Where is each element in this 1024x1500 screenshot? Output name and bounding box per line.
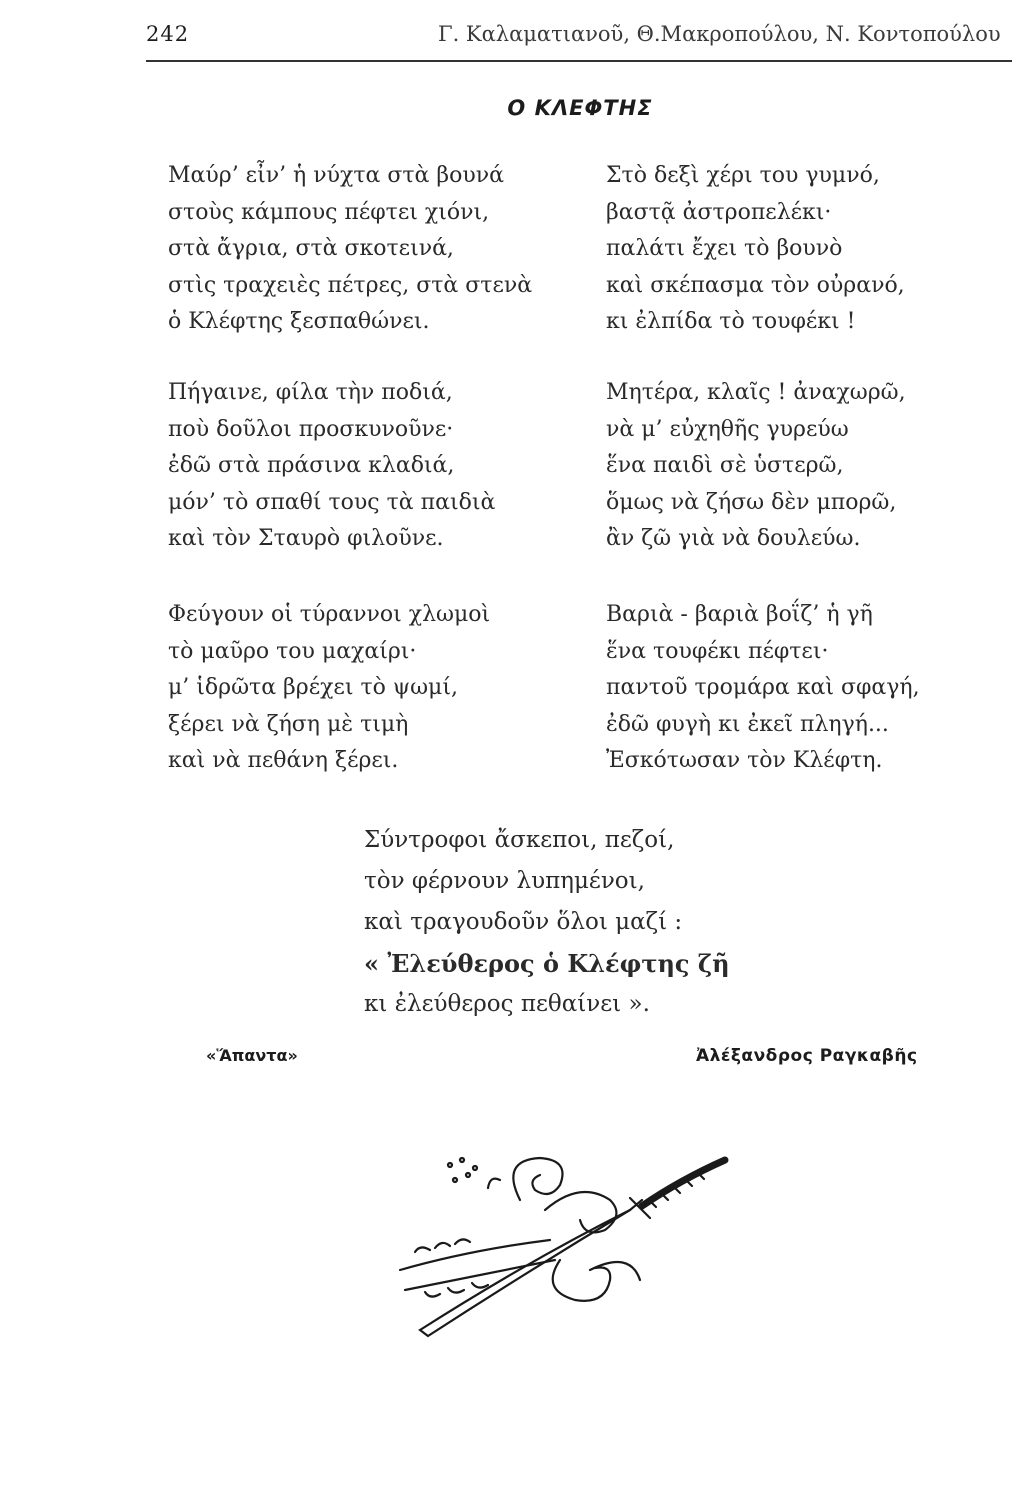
verse-line: Στὸ δεξὶ χέρι του γυμνό, xyxy=(606,163,880,188)
running-head: Γ. Καλαματιανοῦ, Θ.Μακροπούλου, Ν. Κοντοπούλου xyxy=(438,22,1001,46)
sword-and-wheat-vignette-icon xyxy=(380,1140,750,1340)
verse-line: Πήγαινε, φίλα τὴν ποδιά, xyxy=(168,380,453,405)
verse-line: Φεύγουν οἱ τύραννοι χλωμοὶ xyxy=(168,602,491,627)
verse-line: παντοῦ τρομάρα καὶ σφαγή, xyxy=(606,675,920,700)
left-stanza-3 xyxy=(168,597,490,780)
verse-line: ὅμως νὰ ζήσω δὲν μπορῶ, xyxy=(606,489,897,515)
verse-line: παλάτι ἔχει τὸ βουνὸ xyxy=(606,236,843,261)
verse-line: ἂν ζῶ γιὰ νὰ δουλεύω. xyxy=(606,526,861,551)
verse-line: στὰ ἄγρια, στὰ σκοτεινά, xyxy=(168,236,454,261)
verse-line: βαστᾷ ἀστροπελέκι· xyxy=(606,199,832,225)
verse-line: καὶ σκέπασμα τὸν οὐρανό, xyxy=(606,272,905,298)
verse-line: ἕνα παιδὶ σὲ ὑστερῶ, xyxy=(606,453,844,478)
verse-line: ποὺ δοῦλοι προσκυνοῦνε· xyxy=(168,416,454,442)
verse-line: καὶ τραγουδοῦν ὅλοι μαζί : xyxy=(364,909,683,935)
source-citation: «Ἅπαντα» xyxy=(206,1046,298,1065)
verse-line: καὶ τὸν Σταυρὸ φιλοῦνε. xyxy=(168,526,444,551)
verse-line: μόν’ τὸ σπαθί τους τὰ παιδιὰ xyxy=(168,489,496,515)
page-number: 242 xyxy=(146,22,190,46)
left-stanza-2 xyxy=(168,375,495,558)
verse-line: νὰ μ’ εὐχηθῆς γυρεύω xyxy=(606,416,849,442)
right-stanza-1 xyxy=(606,158,905,341)
header-rule xyxy=(146,60,1012,62)
verse-line: στὶς τραχειὲς πέτρες, στὰ στενὰ xyxy=(168,272,533,298)
verse-line: Ἐσκότωσαν τὸν Κλέφτη. xyxy=(606,748,883,773)
left-stanza-1 xyxy=(168,158,532,341)
poem-title: Ο ΚΛΕΦΤΗΣ xyxy=(507,96,653,120)
poem-author: Ἀλέξανδρος Ραγκαβῆς xyxy=(696,1046,918,1066)
verse-line: Μαύρ’ εἶν’ ἡ νύχτα στὰ βουνά xyxy=(168,163,504,188)
verse-line: κι ἐλπίδα τὸ τουφέκι ! xyxy=(606,309,856,334)
page-header xyxy=(0,0,1024,70)
verse-line: ὁ Κλέφτης ξεσπαθώνει. xyxy=(168,309,430,334)
verse-line: μ’ ἱδρῶτα βρέχει τὸ ψωμί, xyxy=(168,675,458,700)
verse-line: ἐδῶ στὰ πράσινα κλαδιά, xyxy=(168,453,455,478)
right-stanza-2 xyxy=(606,375,906,558)
right-stanza-3 xyxy=(606,597,920,780)
verse-line: ξέρει νὰ ζήση μὲ τιμὴ xyxy=(168,711,409,737)
verse-line-emphasized: « Ἐλεύθερος ὁ Κλέφτης ζῆ xyxy=(364,949,730,978)
verse-line: κι ἐλεύθερος πεθαίνει ». xyxy=(364,991,650,1017)
verse-line: στοὺς κάμπους πέφτει χιόνι, xyxy=(168,199,490,225)
final-stanza xyxy=(364,820,730,1025)
verse-line: τὸν φέρνουν λυπημένοι, xyxy=(364,868,645,894)
verse-line: Μητέρα, κλαῖς ! ἀναχωρῶ, xyxy=(606,380,906,405)
verse-line: ἐδῶ φυγὴ κι ἐκεῖ πληγή... xyxy=(606,711,889,737)
verse-line: τὸ μαῦρο του μαχαίρι· xyxy=(168,638,417,664)
verse-line: Βαριὰ - βαριὰ βοΐζ’ ἡ γῆ xyxy=(606,602,873,627)
verse-line: ἕνα τουφέκι πέφτει· xyxy=(606,638,829,664)
verse-line: καὶ νὰ πεθάνη ξέρει. xyxy=(168,748,399,773)
verse-line: Σύντροφοι ἄσκεποι, πεζοί, xyxy=(364,827,675,853)
